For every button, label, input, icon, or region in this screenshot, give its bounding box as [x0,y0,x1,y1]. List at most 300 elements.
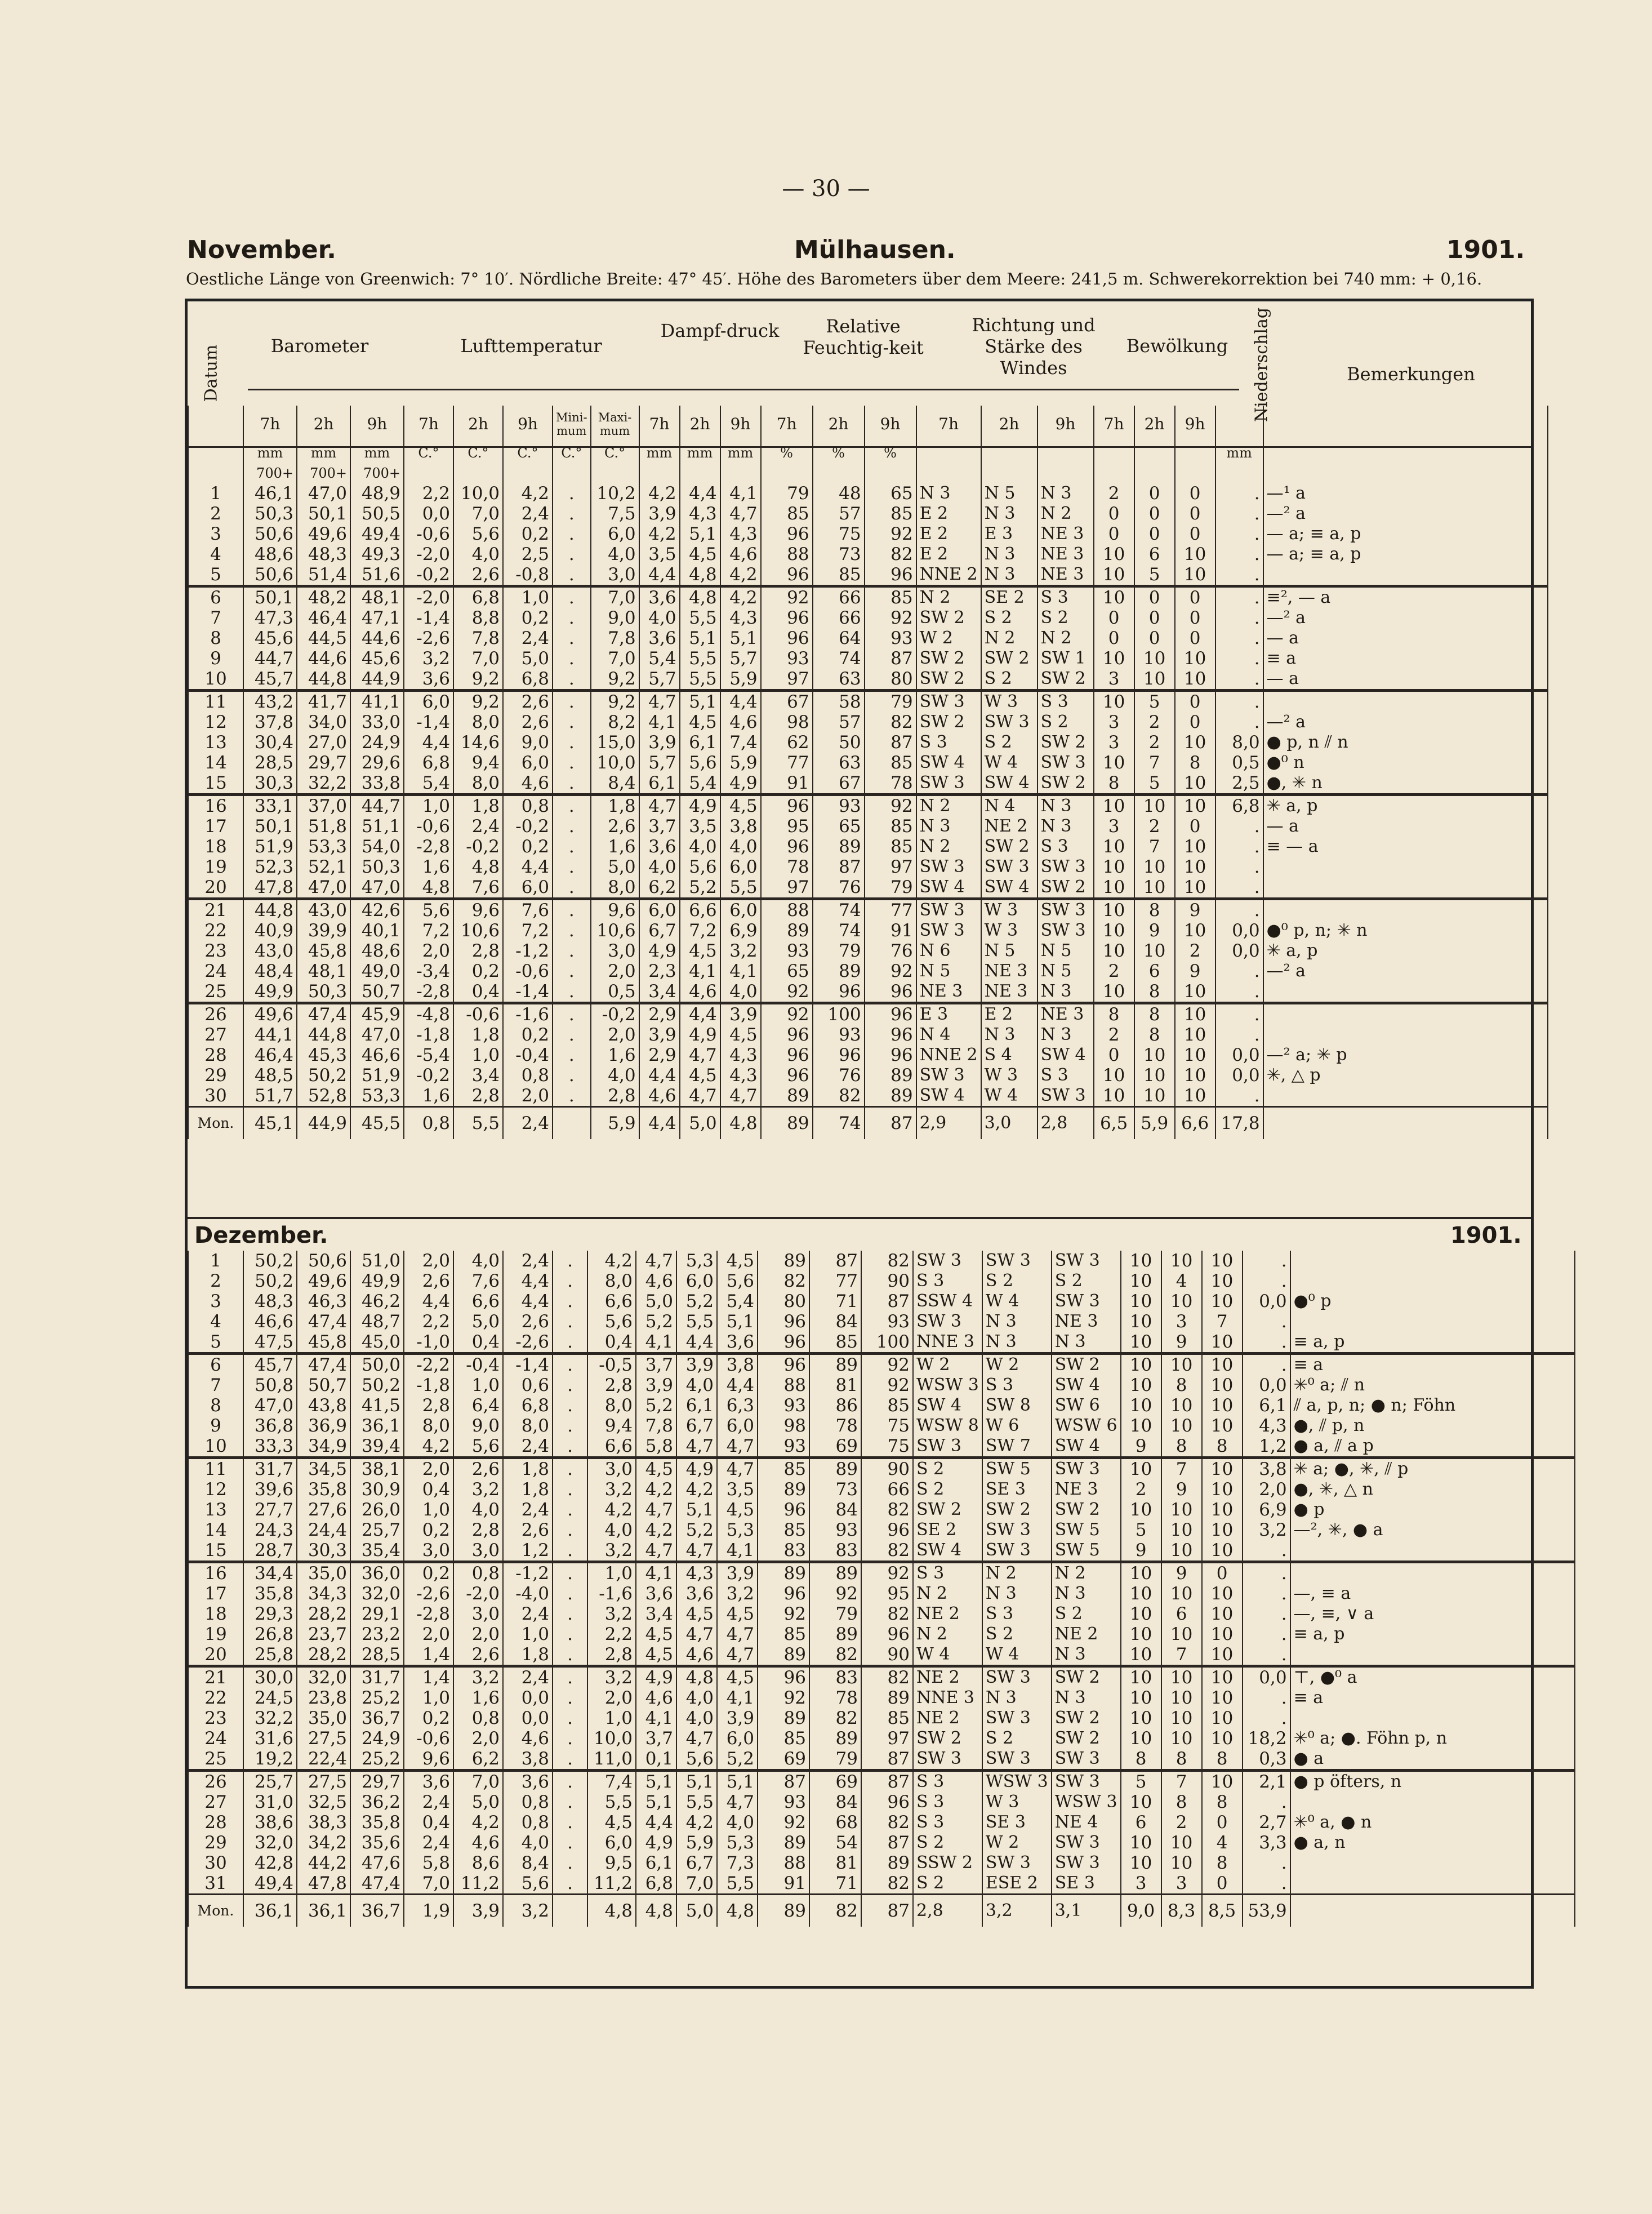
cell-temp-7h: -2,0 [404,586,453,608]
cell-wind-9h: NE 2 [1052,1624,1121,1644]
cell-wind-9h: NE 4 [1052,1812,1121,1833]
cell-temp-2h: 10,6 [453,921,503,941]
cell-niederschlag: . [1215,483,1263,504]
cell-bemerkung: ● a [1290,1749,1575,1771]
cell-baro-2h: 34,5 [297,1458,350,1480]
cell-baro-9h: 29,1 [350,1604,404,1624]
cell-bew-9h: 10 [1175,564,1215,586]
cell-baro-2h: 38,3 [297,1812,350,1833]
cell-bew-7h: 2 [1121,1479,1161,1500]
cell-wind-2h: S 2 [982,1271,1052,1291]
cell-feucht-9h: 87 [861,1749,913,1771]
cell-temp-min: . [553,544,591,564]
cell-temp-min: . [553,795,591,817]
cell-niederschlag: 3,2 [1243,1520,1290,1540]
cell-temp-7h: -5,4 [404,1045,453,1065]
cell-temp-9h: 7,6 [503,899,553,921]
cell-wind-2h: N 3 [982,1332,1052,1354]
cell-temp-9h: 4,4 [503,857,553,877]
cell-temp-min: . [553,1749,587,1771]
cell-wind-7h: E 2 [916,504,981,524]
cell-bew-2h: 5 [1134,564,1175,586]
cell-niederschlag: 3,8 [1243,1458,1290,1480]
cell-dampf-2h: 4,7 [680,1086,720,1107]
cell-wind-2h: SW 2 [981,837,1037,857]
cell-baro-9h: 49,3 [350,544,404,564]
cell-dampf-9h: 6,0 [720,857,761,877]
cell-temp-2h: 7,0 [453,648,503,669]
cell-wind-7h: SW 4 [916,1086,981,1107]
cell-temp-min: . [553,857,591,877]
cell-bemerkung [1290,1251,1575,1271]
cell-baro-2h: 47,4 [297,1003,350,1025]
cell-baro-7h: 48,3 [243,1291,297,1311]
cell-baro-9h: 50,0 [350,1354,404,1376]
cell-temp-min: . [553,773,591,795]
cell-niederschlag: . [1243,1562,1290,1584]
cell-feucht-2h: 63 [813,753,865,773]
table-row [188,1045,1548,1065]
cell-temp-7h: 0,2 [404,1562,453,1584]
cell-feucht-2h: 89 [813,961,865,981]
cell-temp-max: 4,0 [591,1065,639,1086]
cell-wind-2h: SE 3 [982,1479,1052,1500]
table-row [188,1562,1575,1584]
cell-wind-7h: N 2 [916,837,981,857]
cell-baro-2h: 43,8 [297,1395,350,1416]
cell-bew-9h: 10 [1175,1065,1215,1086]
cell-dampf-2h: 4,5 [676,1604,717,1624]
cell-feucht-9h: 85 [861,1708,913,1728]
cell-wind-7h: SW 2 [916,648,981,669]
cell-feucht-2h: 64 [813,628,865,648]
cell-niederschlag: . [1215,712,1263,732]
cell-dampf-7h: 4,4 [636,1812,676,1833]
cell-wind-9h: SW 5 [1052,1540,1121,1562]
cell-dampf-9h: 3,6 [717,1332,758,1354]
cell-bew-7h: 10 [1121,1853,1161,1873]
cell-bew-9h: 10 [1202,1708,1243,1728]
table-row [188,504,1548,524]
cell-dampf-2h: 4,9 [680,795,720,817]
cell-temp-2h: 7,0 [453,504,503,524]
cell-wind-7h: S 2 [913,1873,982,1895]
cell-feucht-7h: 96 [758,1584,809,1604]
cell-feucht-7h: 97 [761,877,813,899]
table-row [188,564,1548,586]
cell-wind-9h: N 5 [1037,961,1094,981]
cell-dampf-7h: 3,7 [636,1354,676,1376]
cell-baro-7h: 47,3 [243,608,297,628]
cell-feucht-2h: 66 [813,586,865,608]
table-row [188,483,1548,504]
cell-dampf-2h: 4,4 [680,1003,720,1025]
cell-temp-max: 0,5 [591,981,639,1003]
cell-feucht-2h: 93 [809,1520,861,1540]
cell-dampf-2h: 4,8 [680,586,720,608]
cell-temp-2h: 14,6 [453,732,503,753]
cell-temp-min: . [553,732,591,753]
cell-temp-max: 5,6 [587,1311,636,1332]
cell-wind-9h: S 3 [1037,586,1094,608]
cell-datum: 28 [188,1045,243,1065]
cell-bew-2h: 0 [1134,586,1175,608]
cell-baro-9h: 47,0 [350,1025,404,1045]
cell-wind-7h: SSW 2 [913,1853,982,1873]
cell-bemerkung: —² a; ✳ p [1263,1045,1548,1065]
cell-temp-min: . [553,981,591,1003]
barometer-header: Barometer [270,335,369,357]
cell-feucht-9h: 85 [865,504,916,524]
cell-wind-2h: ESE 2 [982,1873,1052,1895]
cell-bew-2h: 7 [1134,753,1175,773]
cell-temp-2h: 1,8 [453,795,503,817]
cell-feucht-9h: 92 [865,524,916,544]
cell-bew-9h: 8,5 [1202,1895,1243,1927]
cell-feucht-7h: 96 [761,837,813,857]
cell-dampf-9h: 4,6 [720,712,761,732]
cell-dampf-7h: 4,5 [636,1458,676,1480]
cell-feucht-9h: 82 [861,1540,913,1562]
cell-wind-2h: W 3 [981,1065,1037,1086]
cell-baro-9h: 39,4 [350,1436,404,1458]
cell-baro-9h: 30,9 [350,1479,404,1500]
cell-dampf-9h: 4,6 [720,544,761,564]
cell-niederschlag: . [1215,524,1263,544]
niederschlag-header: Niederschlag [1252,307,1272,423]
cell-wind-2h: SW 3 [981,712,1037,732]
cell-temp-2h: 5,0 [453,1311,503,1332]
cell-bemerkung [1263,877,1548,899]
cell-bew-2h: 10 [1161,1291,1202,1311]
cell-niederschlag: 18,2 [1243,1728,1290,1749]
cell-dampf-2h: 4,0 [676,1688,717,1708]
cell-dampf-2h: 4,1 [680,961,720,981]
cell-wind-7h: S 3 [913,1792,982,1812]
cell-niederschlag: . [1215,857,1263,877]
cell-feucht-9h: 96 [865,1025,916,1045]
cell-dampf-7h: 4,1 [636,1708,676,1728]
cell-temp-2h: 3,2 [453,1666,503,1688]
cell-feucht-7h: 92 [758,1688,809,1708]
cell-dampf-2h: 4,5 [680,712,720,732]
cell-wind-9h: NE 3 [1052,1479,1121,1500]
cell-baro-9h: 36,7 [350,1895,404,1927]
cell-baro-7h: 33,1 [243,795,297,817]
cell-temp-7h: 3,6 [404,669,453,691]
cell-bew-7h: 10 [1094,921,1134,941]
cell-datum: 7 [188,608,243,628]
cell-dampf-7h: 6,0 [639,899,680,921]
cell-bew-9h: 10 [1202,1540,1243,1562]
cell-baro-9h: 29,7 [350,1771,404,1793]
cell-niederschlag: 17,8 [1215,1107,1263,1140]
cell-dampf-9h: 4,3 [720,1045,761,1065]
cell-bew-7h: 10 [1121,1666,1161,1688]
cell-temp-7h: -3,4 [404,961,453,981]
cell-bemerkung: —² a [1263,608,1548,628]
cell-datum: 16 [188,795,243,817]
cell-temp-7h: -1,8 [404,1375,453,1395]
cell-wind-7h: S 3 [913,1271,982,1291]
cell-temp-7h: -2,0 [404,544,453,564]
cell-datum: 9 [188,1416,243,1436]
cell-dampf-2h: 6,7 [676,1416,717,1436]
cell-baro-7h: 35,8 [243,1584,297,1604]
cell-baro-7h: 46,1 [243,483,297,504]
cell-bew-9h: 0 [1175,712,1215,732]
cell-baro-7h: 51,7 [243,1086,297,1107]
cell-bew-7h: 10 [1121,1395,1161,1416]
cell-bew-2h: 10 [1161,1416,1202,1436]
cell-wind-9h: N 3 [1037,1025,1094,1045]
cell-feucht-2h: 74 [813,899,865,921]
cell-temp-9h: 6,8 [503,1395,553,1416]
hour-wind-9h: 9h [1037,406,1094,443]
cell-baro-7h: 24,5 [243,1688,297,1708]
cell-wind-9h: S 3 [1037,691,1094,713]
cell-bew-7h: 10 [1094,564,1134,586]
cell-baro-7h: 50,6 [243,524,297,544]
cell-temp-max: 8,0 [587,1395,636,1416]
cell-wind-9h: N 3 [1052,1332,1121,1354]
cell-dampf-2h: 6,1 [680,732,720,753]
cell-temp-9h: 6,8 [503,669,553,691]
cell-baro-2h: 51,8 [297,816,350,837]
cell-baro-7h: 47,0 [243,1395,297,1416]
cell-niederschlag: . [1215,544,1263,564]
cell-dampf-9h: 5,2 [717,1749,758,1771]
cell-temp-2h: 3,4 [453,1065,503,1086]
cell-wind-2h: SW 3 [982,1853,1052,1873]
bewoelkung-header: Bewölkung [1126,335,1228,357]
cell-bew-2h: 10 [1161,1708,1202,1728]
cell-bew-2h: 0 [1134,628,1175,648]
cell-niederschlag: 2,5 [1215,773,1263,795]
cell-dampf-7h: 4,1 [636,1562,676,1584]
cell-feucht-2h: 83 [809,1540,861,1562]
cell-temp-7h: 6,8 [404,753,453,773]
cell-bew-9h: 10 [1175,669,1215,691]
cell-niederschlag: . [1215,504,1263,524]
cell-temp-9h: 0,2 [503,524,553,544]
cell-niederschlag: 0,3 [1243,1749,1290,1771]
cell-baro-7h: 28,5 [243,753,297,773]
cell-baro-9h: 50,7 [350,981,404,1003]
cell-temp-2h: 2,6 [453,1644,503,1666]
cell-feucht-7h: 80 [758,1291,809,1311]
cell-temp-min: . [553,1500,587,1520]
cell-baro-9h: 41,1 [350,691,404,713]
cell-wind-2h: N 5 [981,941,1037,961]
cell-baro-2h: 44,8 [297,669,350,691]
cell-dampf-9h: 5,6 [717,1271,758,1291]
cell-baro-7h: 44,1 [243,1025,297,1045]
month-title: November. [187,235,336,264]
cell-baro-2h: 52,1 [297,857,350,877]
cell-baro-7h: 32,0 [243,1833,297,1853]
cell-feucht-7h: 91 [758,1873,809,1895]
unit-temp-7h: C.° [404,443,453,463]
cell-temp-9h: 1,8 [503,1644,553,1666]
cell-baro-7h: 44,8 [243,899,297,921]
table-row [188,1749,1575,1771]
cell-temp-9h: 0,8 [503,1812,553,1833]
cell-datum: 11 [188,691,243,713]
cell-dampf-9h: 3,8 [720,816,761,837]
cell-bew-9h: 10 [1175,877,1215,899]
cell-dampf-9h: 4,0 [720,981,761,1003]
cell-datum: 6 [188,1354,243,1376]
cell-baro-7h: 50,8 [243,1375,297,1395]
bemerkungen-header: Bemerkungen [1347,363,1475,385]
cell-baro-7h: 49,4 [243,1873,297,1895]
cell-bew-2h: 10 [1161,1584,1202,1604]
cell-datum: 16 [188,1562,243,1584]
cell-temp-2h: 0,8 [453,1708,503,1728]
cell-feucht-7h: 96 [761,608,813,628]
cell-temp-9h: 1,0 [503,586,553,608]
cell-temp-2h: 9,0 [453,1416,503,1436]
cell-datum: 8 [188,1395,243,1416]
cell-bew-7h: 10 [1094,795,1134,817]
cell-bew-7h: 10 [1121,1271,1161,1291]
cell-wind-7h: NNE 2 [916,1045,981,1065]
cell-feucht-2h: 96 [813,1045,865,1065]
cell-baro-7h: 43,0 [243,941,297,961]
cell-bew-2h: 5,9 [1134,1107,1175,1140]
cell-feucht-2h: 84 [809,1311,861,1332]
cell-dampf-2h: 4,6 [680,981,720,1003]
cell-bew-2h: 2 [1134,816,1175,837]
cell-bew-9h: 10 [1202,1332,1243,1354]
cell-wind-9h: N 3 [1052,1688,1121,1708]
cell-bew-7h: 10 [1094,691,1134,713]
cell-feucht-7h: 96 [761,1025,813,1045]
cell-bew-7h: 10 [1121,1375,1161,1395]
cell-temp-2h: 2,8 [453,941,503,961]
cell-wind-2h: NE 2 [981,816,1037,837]
cell-datum: 5 [188,1332,243,1354]
cell-wind-7h: SW 3 [913,1311,982,1332]
cell-datum: 5 [188,564,243,586]
cell-bew-2h: 8 [1134,899,1175,921]
cell-feucht-2h: 93 [813,795,865,817]
cell-bemerkung [1263,1003,1548,1025]
cell-temp-max: 4,0 [587,1520,636,1540]
cell-wind-2h: S 3 [982,1375,1052,1395]
cell-dampf-2h: 5,4 [680,773,720,795]
cell-temp-9h: 0,8 [503,1065,553,1086]
cell-temp-min: . [553,1540,587,1562]
table-row [188,773,1548,795]
cell-temp-min: . [553,1332,587,1354]
cell-datum: 29 [188,1833,243,1853]
cell-bemerkung: ≡ — a [1263,837,1548,857]
cell-wind-9h: N 3 [1037,483,1094,504]
cell-dampf-9h: 3,2 [717,1584,758,1604]
cell-dampf-7h: 4,1 [639,712,680,732]
cell-wind-2h: N 3 [982,1584,1052,1604]
cell-wind-2h: W 2 [982,1354,1052,1376]
cell-dampf-2h: 6,0 [676,1271,717,1291]
cell-dampf-9h: 4,0 [720,837,761,857]
cell-bew-7h: 10 [1121,1332,1161,1354]
cell-baro-9h: 46,2 [350,1291,404,1311]
cell-temp-max: 9,0 [591,608,639,628]
cell-bew-2h: 7 [1161,1458,1202,1480]
cell-temp-2h: 4,0 [453,1251,503,1271]
cell-temp-7h: 5,4 [404,773,453,795]
cell-feucht-2h: 75 [813,524,865,544]
cell-bew-9h: 10 [1175,1045,1215,1065]
cell-wind-2h: N 2 [981,628,1037,648]
cell-wind-9h: SW 1 [1037,648,1094,669]
cell-feucht-7h: 96 [758,1666,809,1688]
cell-wind-7h: NE 3 [916,981,981,1003]
table-row [188,691,1548,713]
cell-feucht-2h: 74 [813,921,865,941]
cell-datum: 24 [188,1728,243,1749]
cell-temp-2h: 3,9 [453,1895,503,1927]
hour-dampf-2h: 2h [680,406,720,443]
cell-wind-2h: W 4 [982,1291,1052,1311]
cell-temp-7h: 3,6 [404,1771,453,1793]
cell-datum: 17 [188,816,243,837]
cell-baro-2h: 45,8 [297,941,350,961]
cell-baro-9h: 50,3 [350,857,404,877]
cell-dampf-7h: 4,7 [636,1540,676,1562]
cell-temp-7h: 1,4 [404,1644,453,1666]
cell-wind-2h: W 3 [982,1792,1052,1812]
cell-feucht-9h: 96 [865,564,916,586]
cell-bew-9h: 10 [1202,1728,1243,1749]
cell-baro-9h: 36,2 [350,1792,404,1812]
cell-feucht-9h: 92 [861,1562,913,1584]
cell-temp-9h: 4,4 [503,1271,553,1291]
cell-baro-2h: 50,7 [297,1375,350,1395]
cell-feucht-9h: 92 [861,1354,913,1376]
cell-feucht-9h: 85 [865,586,916,608]
cell-wind-9h: SW 2 [1052,1354,1121,1376]
cell-bew-7h: 10 [1121,1584,1161,1604]
cell-dampf-2h: 3,9 [676,1354,717,1376]
cell-temp-2h: -0,2 [453,837,503,857]
cell-baro-9h: 31,7 [350,1666,404,1688]
cell-temp-max: 11,2 [587,1873,636,1895]
cell-dampf-7h: 4,6 [639,1086,680,1107]
cell-temp-2h: 8,6 [453,1853,503,1873]
cell-bew-9h: 10 [1175,1003,1215,1025]
cell-datum: 2 [188,504,243,524]
cell-temp-2h: 1,0 [453,1375,503,1395]
cell-wind-9h: WSW 6 [1052,1416,1121,1436]
cell-baro-9h: 51,9 [350,1065,404,1086]
cell-baro-7h: 30,3 [243,773,297,795]
cell-niederschlag: 0,5 [1215,753,1263,773]
cell-dampf-7h: 5,0 [636,1291,676,1311]
cell-temp-min: . [553,1520,587,1540]
cell-temp-7h: 3,0 [404,1540,453,1562]
cell-wind-7h: S 3 [916,732,981,753]
cell-baro-9h: 49,4 [350,524,404,544]
cell-feucht-2h: 81 [809,1853,861,1873]
cell-wind-7h: N 3 [916,483,981,504]
cell-baro-7h: 47,8 [243,877,297,899]
cell-datum: 25 [188,981,243,1003]
cell-bew-7h: 10 [1094,544,1134,564]
cell-feucht-9h: 90 [861,1271,913,1291]
